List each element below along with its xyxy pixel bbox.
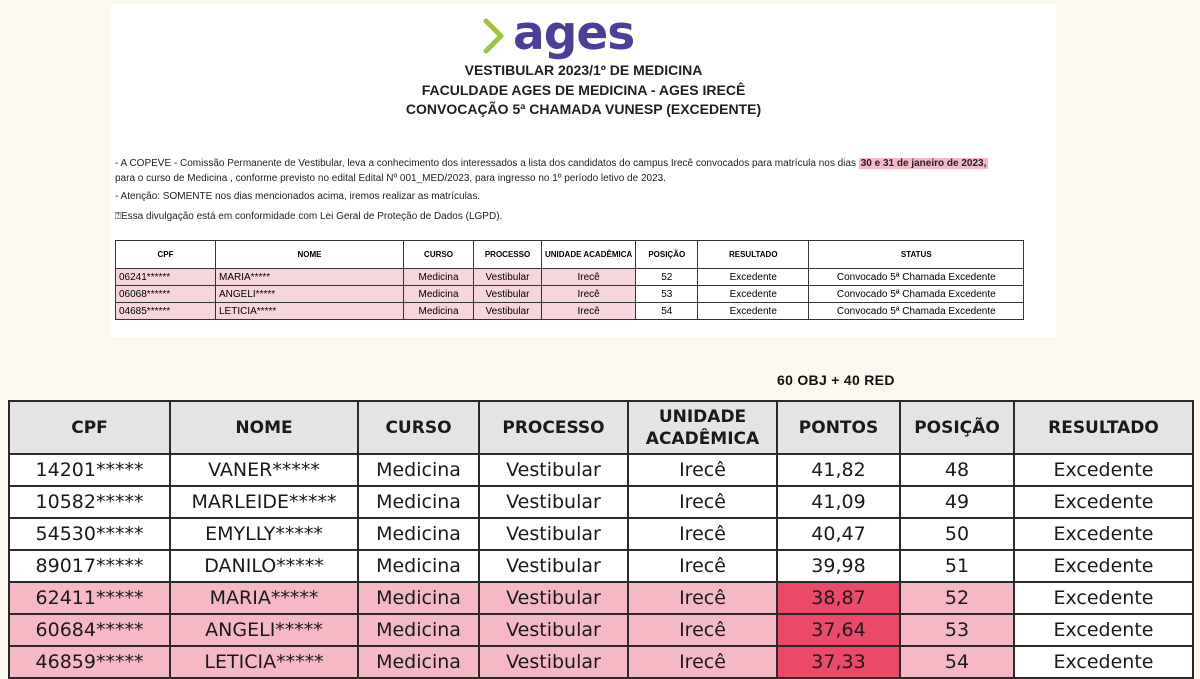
column-header: NOME	[170, 401, 358, 454]
column-header: CPF	[9, 401, 170, 454]
table-cell: 54	[636, 303, 698, 320]
chevron-icon	[481, 17, 507, 55]
table-cell: Excedente	[1014, 614, 1193, 646]
highlighted-dates: 30 e 31 de janeiro de 2023,	[860, 158, 987, 169]
column-header: NOME	[216, 241, 404, 269]
table-cell: 60684*****	[9, 614, 170, 646]
table-cell: Convocado 5ª Chamada Excedente	[809, 286, 1024, 303]
table-row	[9, 454, 1193, 486]
doc-title: VESTIBULAR 2023/1º DE MEDICINA	[464, 62, 703, 78]
table-cell: Excedente	[698, 303, 809, 320]
column-header: PROCESSO	[474, 241, 542, 269]
column-header: CURSO	[404, 241, 474, 269]
convocation-table	[115, 240, 1024, 320]
column-header: POSIÇÃO	[900, 401, 1014, 454]
table-cell: 40,47	[777, 518, 900, 550]
column-header: POSIÇÃO	[636, 241, 698, 269]
table-cell: Vestibular	[479, 518, 628, 550]
table-cell: Medicina	[358, 486, 479, 518]
table-cell: Medicina	[404, 303, 474, 320]
column-header: CURSO	[358, 401, 479, 454]
table-cell: Vestibular	[479, 646, 628, 678]
table-cell: 04685******	[116, 303, 216, 320]
table-cell: Medicina	[358, 646, 479, 678]
table-cell: Excedente	[1014, 486, 1193, 518]
table-cell: 50	[900, 518, 1014, 550]
table-cell: 49	[900, 486, 1014, 518]
table-cell: Irecê	[628, 486, 777, 518]
ages-logo	[481, 5, 635, 62]
table-cell: Medicina	[358, 454, 479, 486]
table-cell: LETICIA*****	[170, 646, 358, 678]
table-cell: 06241******	[116, 269, 216, 286]
table-cell: Medicina	[358, 582, 479, 614]
table-cell: VANER*****	[170, 454, 358, 486]
table-cell: Vestibular	[479, 582, 628, 614]
table-cell: Vestibular	[479, 614, 628, 646]
table-cell: Medicina	[358, 550, 479, 582]
table-cell: 52	[636, 269, 698, 286]
score-note: 60 OBJ + 40 RED	[777, 372, 895, 388]
table-row	[116, 303, 1024, 320]
lgpd-text: Essa divulgação está em conformidade com Lei Geral de Proteção de Dados (LGPD).	[121, 211, 503, 222]
table-cell: EMYLLY*****	[170, 518, 358, 550]
table-row	[9, 550, 1193, 582]
table-row	[9, 614, 1193, 646]
table-cell: 14201*****	[9, 454, 170, 486]
table-cell: Vestibular	[474, 286, 542, 303]
table-cell: 89017*****	[9, 550, 170, 582]
table-cell: Irecê	[542, 286, 636, 303]
ranking-header-row	[9, 401, 1193, 454]
convocation-document	[111, 4, 1056, 337]
column-header: RESULTADO	[1014, 401, 1193, 454]
table-cell: ANGELI*****	[216, 286, 404, 303]
table-cell: DANILO*****	[170, 550, 358, 582]
table-cell: 52	[900, 582, 1014, 614]
table-cell: 53	[636, 286, 698, 303]
table-cell: 38,87	[777, 582, 900, 614]
attention-note: - Atenção: SOMENTE nos dias mencionados acima, iremos realizar as matrículas.	[115, 191, 481, 202]
table-cell: Irecê	[628, 454, 777, 486]
table-cell: Convocado 5ª Chamada Excedente	[809, 269, 1024, 286]
table-cell: Excedente	[1014, 646, 1193, 678]
column-header: RESULTADO	[698, 241, 809, 269]
lgpd-note	[115, 211, 502, 222]
table-cell: Irecê	[628, 550, 777, 582]
table-row	[9, 486, 1193, 518]
table-cell: 48	[900, 454, 1014, 486]
table-cell: Irecê	[542, 269, 636, 286]
table-cell: Irecê	[628, 518, 777, 550]
column-header: UNIDADE ACADÊMICA	[542, 241, 636, 269]
ranking-table	[8, 400, 1194, 679]
column-header: PONTOS	[777, 401, 900, 454]
notice-paragraph-2: para o curso de Medicina , conforme previsto no edital Edital Nº 001_MED/2023, para ingresso no 1º período letivo de 2023.	[115, 173, 666, 184]
table-cell: Irecê	[628, 582, 777, 614]
table-cell: Vestibular	[479, 486, 628, 518]
table-cell: Vestibular	[474, 269, 542, 286]
table-row	[9, 582, 1193, 614]
table-cell: Medicina	[358, 518, 479, 550]
table-cell: Irecê	[628, 614, 777, 646]
table-header-row	[116, 241, 1024, 269]
table-row	[116, 269, 1024, 286]
table-cell: Excedente	[1014, 582, 1193, 614]
doc-subtitle: CONVOCAÇÃO 5ª CHAMADA VUNESP (EXCEDENTE)	[405, 101, 762, 117]
convocation-rows	[116, 269, 1024, 320]
column-header: STATUS	[809, 241, 1024, 269]
missing-glyph-icon: ⍰	[115, 211, 121, 222]
table-cell: Medicina	[404, 269, 474, 286]
notice-paragraph	[115, 158, 988, 169]
table-cell: 37,64	[777, 614, 900, 646]
table-row	[9, 646, 1193, 678]
table-cell: Excedente	[698, 286, 809, 303]
table-cell: Excedente	[1014, 454, 1193, 486]
table-cell: 54530*****	[9, 518, 170, 550]
table-cell: Irecê	[628, 646, 777, 678]
table-cell: Excedente	[1014, 518, 1193, 550]
table-cell: ANGELI*****	[170, 614, 358, 646]
table-cell: 41,09	[777, 486, 900, 518]
table-cell: 51	[900, 550, 1014, 582]
column-header: CPF	[116, 241, 216, 269]
table-cell: Excedente	[698, 269, 809, 286]
table-cell: 41,82	[777, 454, 900, 486]
doc-institution: FACULDADE AGES DE MEDICINA - AGES IRECÊ	[421, 82, 746, 98]
table-cell: MARLEIDE*****	[170, 486, 358, 518]
table-cell: MARIA*****	[170, 582, 358, 614]
logo-wordmark: ages	[513, 5, 635, 61]
table-cell: Vestibular	[479, 550, 628, 582]
table-cell: Medicina	[358, 614, 479, 646]
table-cell: Vestibular	[479, 454, 628, 486]
table-cell: 10582*****	[9, 486, 170, 518]
column-header: UNIDADE ACADÊMICA	[628, 401, 777, 454]
table-cell: Vestibular	[474, 303, 542, 320]
table-cell: 62411*****	[9, 582, 170, 614]
table-cell: Excedente	[1014, 550, 1193, 582]
table-cell: Irecê	[542, 303, 636, 320]
table-cell: 46859*****	[9, 646, 170, 678]
table-cell: LETICIA*****	[216, 303, 404, 320]
table-cell: 06068******	[116, 286, 216, 303]
notice-text: - A COPEVE - Comissão Permanente de Vestibular, leva a conhecimento dos interessados a lista dos candidatos do campus Irecê convocados para matrícula nos dias	[115, 158, 859, 169]
table-cell: 39,98	[777, 550, 900, 582]
table-row	[9, 518, 1193, 550]
table-row	[116, 286, 1024, 303]
ranking-rows	[9, 454, 1193, 678]
table-cell: 37,33	[777, 646, 900, 678]
table-cell: MARIA*****	[216, 269, 404, 286]
table-cell: Convocado 5ª Chamada Excedente	[809, 303, 1024, 320]
table-cell: 53	[900, 614, 1014, 646]
table-cell: Medicina	[404, 286, 474, 303]
column-header: PROCESSO	[479, 401, 628, 454]
table-cell: 54	[900, 646, 1014, 678]
